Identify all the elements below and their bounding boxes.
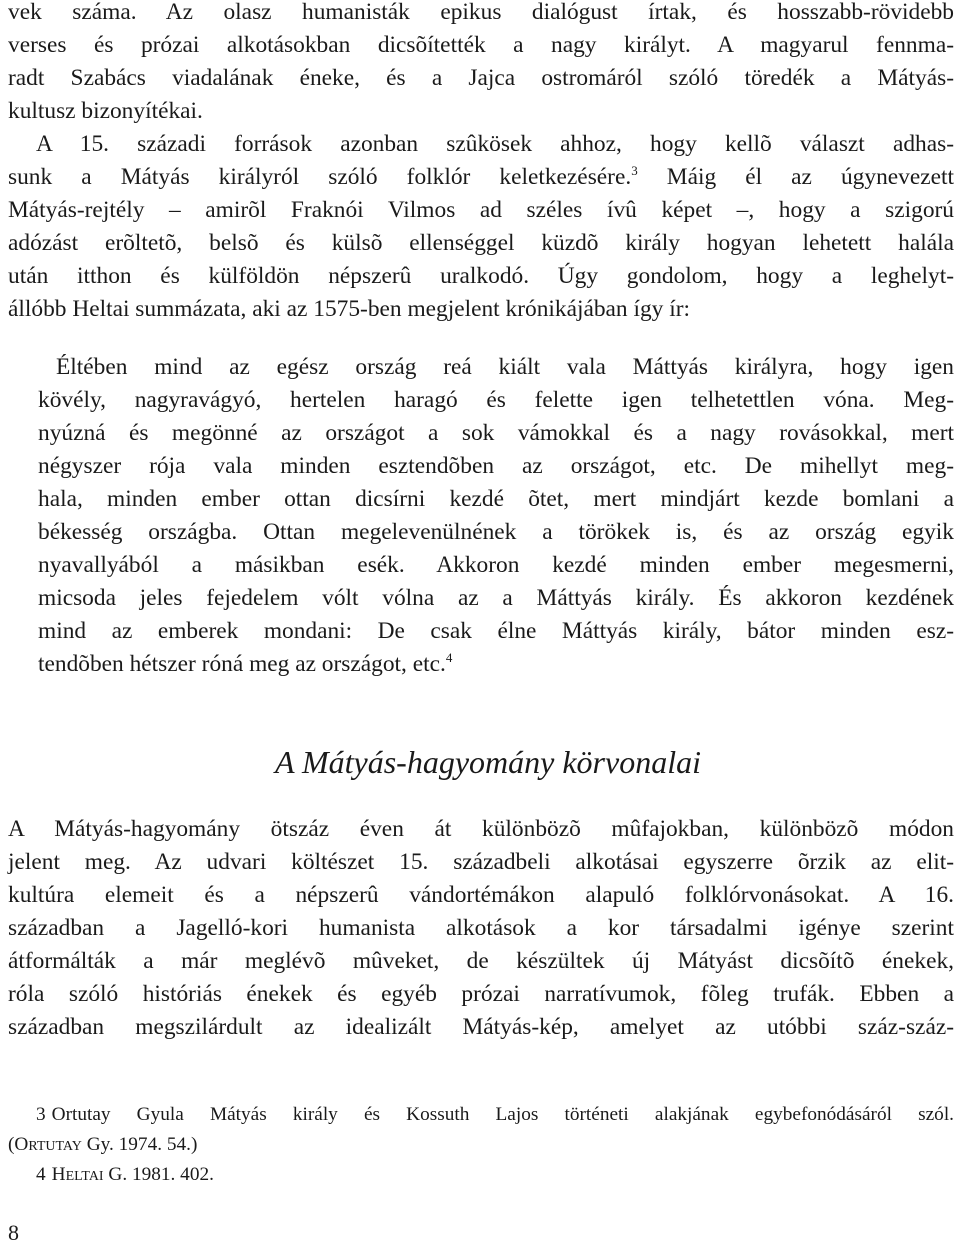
text-line: században megszilárdult az idealizált Mátyás-kép, amelyet az utóbbi száz-száz- — [8, 1014, 954, 1040]
quote-line: békesség országba. Ottan megelevenülnének a törökek is, és az ország egyik — [38, 519, 954, 545]
text-line: radt Szabács viadalának éneke, és a Jajca ostromáról szóló töredék a Mátyás- — [8, 65, 954, 91]
text-line: kultusz bizonyítékai. — [8, 98, 203, 124]
author-name: Ortutay — [14, 1134, 82, 1155]
text-segment: Gy. 1974. 54.) — [81, 1134, 198, 1155]
footnote-text: Ortutay Gyula Mátyás király és Kossuth Lajos történeti alakjának egybefonódásáról szól. — [51, 1104, 954, 1125]
text-line: vek száma. Az olasz humanisták epikus dialógust írtak, és hosszabb-rövidebb — [8, 0, 954, 25]
page-number: 8 — [8, 1220, 19, 1245]
text-segment: sunk a Mátyás királyról szóló folklór keletkezésére. — [8, 164, 632, 190]
author-name: Heltai — [51, 1164, 104, 1185]
block-quote — [38, 351, 954, 681]
text-line: kultúra elemeit és a népszerû vándortémákon alapuló folklórvonásokat. A 16. — [8, 882, 954, 908]
text-line: Mátyás-rejtély – amirõl Fraknói Vilmos ad széles ívû képet –, hogy a szigorú — [8, 197, 954, 223]
footnote-number: 3 — [36, 1104, 46, 1125]
footnote-4 — [8, 1160, 954, 1190]
text-line — [8, 161, 954, 194]
quote-line: nyúzná és megönné az országot a sok vámokkal és a nagy rovásokkal, mert — [38, 420, 954, 446]
body-paragraph — [8, 813, 954, 1044]
text-line: átformálták a már meglévõ mûveket, de készültek új Mátyást dicsõítõ énekek, — [8, 948, 954, 974]
text-segment: ( — [8, 1134, 15, 1155]
footnote-3 — [8, 1100, 954, 1160]
quote-line: Éltében mind az egész ország reá kiált vala Máttyás királyra, hogy igen — [56, 354, 954, 380]
footnote-line — [8, 1130, 954, 1160]
text-line: A Mátyás-hagyomány ötszáz éven át különbözõ mûfajokban, különbözõ módon — [8, 816, 954, 842]
text-line: verses és prózai alkotásokban dicsõítették a nagy királyt. A magyarul fennma- — [8, 32, 954, 58]
quote-line: kövély, nagyravágyó, hertelen haragó és felette igen telhetettlen vóna. Meg- — [38, 387, 954, 413]
text-line: róla szóló históriás énekek és egyéb prózai narratívumok, fõleg trufák. Ebben a — [8, 981, 954, 1007]
quote-line — [38, 648, 954, 681]
footnote-reference[interactable]: 4 — [445, 650, 453, 666]
quote-line: micsoda jeles fejedelem vólt vólna az a Máttyás király. És akkoron kezdének — [38, 585, 954, 611]
quote-line: négyszer rója vala minden esztendõben az országot, etc. De mihellyt meg- — [38, 453, 954, 479]
quote-line: mind az emberek mondani: De csak élne Máttyás király, bátor minden esz- — [38, 618, 954, 644]
footnote-line — [8, 1100, 954, 1130]
text-segment: tendõben hétszer róná meg az országot, etc. — [38, 651, 446, 677]
footnote-line — [8, 1160, 954, 1190]
quote-line: nyavallyából a másikban esék. Akkoron kezdé minden ember megesmerni, — [38, 552, 954, 578]
body-paragraph — [8, 0, 954, 326]
quote-line: hala, minden ember ottan dicsírni kezdé õtet, mert mindjárt kezde bomlani a — [38, 486, 954, 512]
text-segment: G. 1981. 402. — [103, 1164, 214, 1185]
section-heading: A Mátyás-hagyomány körvonalai — [275, 744, 701, 780]
text-line: jelent meg. Az udvari költészet 15. századbeli alkotásai egyszerre õrzik az elit- — [8, 849, 954, 875]
text-segment: Máig él az úgynevezett — [637, 164, 954, 190]
text-line: után itthon és külföldön népszerû uralkodó. Úgy gondolom, hogy a leghelyt- — [8, 263, 954, 289]
text-line: században a Jagelló-kori humanista alkotások a kor társadalmi igénye szerint — [8, 915, 954, 941]
footnote-number: 4 — [36, 1164, 46, 1185]
text-line: A 15. századi források azonban szûkösek ahhoz, hogy kellõ választ adhas- — [36, 131, 954, 157]
text-line: adózást erõltetõ, belsõ és külsõ ellenséggel küzdõ király hogyan lehetett halála — [8, 230, 954, 256]
text-line: állóbb Heltai summázata, aki az 1575-ben megjelent krónikájában így ír: — [8, 296, 690, 322]
footnotes — [8, 1100, 954, 1190]
footnote-reference[interactable]: 3 — [631, 163, 638, 179]
